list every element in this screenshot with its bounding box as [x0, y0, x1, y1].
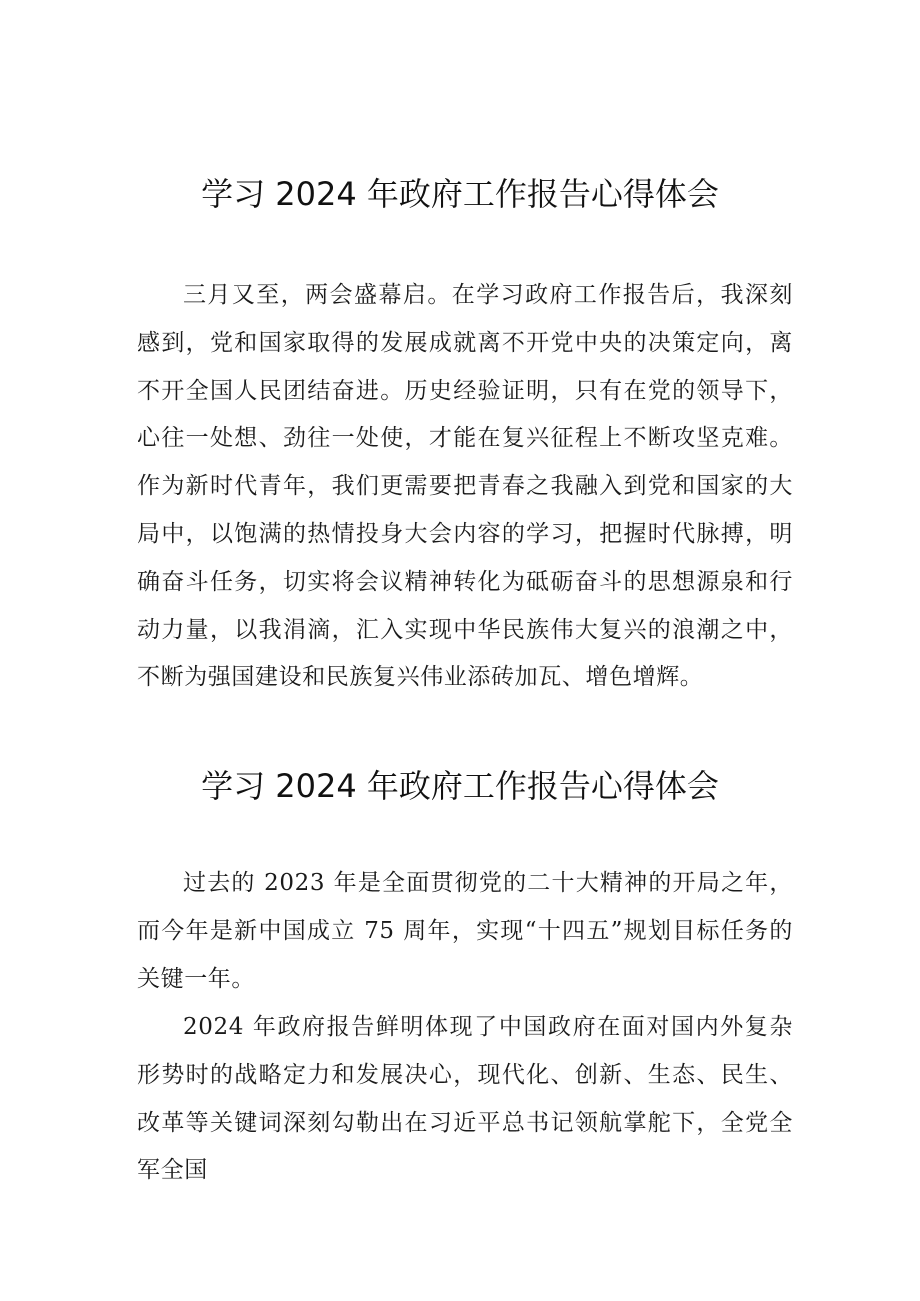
body-paragraph: 三月又至，两会盛幕启。在学习政府工作报告后，我深刻感到，党和国家取得的发展成就离不开党中央的决策定向，离不开全国人民团结奋进。历史经验证明，只有在党的领导下，心往一处想、劲往一处使，才能在复兴征程上不断攻坚克难。作为新时代青年，我们更需要把青春之我融入到党和国家的大局中，以饱满的热情投身大会内容的学习，把握时代脉搏，明确奋斗任务，切实将会议精神转化为砥砺奋斗的思想源泉和行动力量，以我涓滴，汇入实现中华民族伟大复兴的浪潮之中，不断为强国建设和民族复兴伟业添砖加瓦、增色增辉。 [137, 282, 793, 691]
section-title: 学习 2024 年政府工作报告心得体会 [201, 767, 719, 805]
body-paragraph: 2024 年政府报告鲜明体现了中国政府在面对国内外复杂形势时的战略定力和发展决心，现代化、创新、生态、民生、改革等关键词深刻勾勒出在习近平总书记领航掌舵下，全党全军全国 [137, 1014, 793, 1184]
body-paragraph: 过去的 2023 年是全面贯彻党的二十大精神的开局之年，而今年是新中国成立 75 周年，实现“十四五”规划目标任务的关键一年。 [137, 870, 793, 992]
section-title: 学习 2024 年政府工作报告心得体会 [201, 175, 719, 213]
